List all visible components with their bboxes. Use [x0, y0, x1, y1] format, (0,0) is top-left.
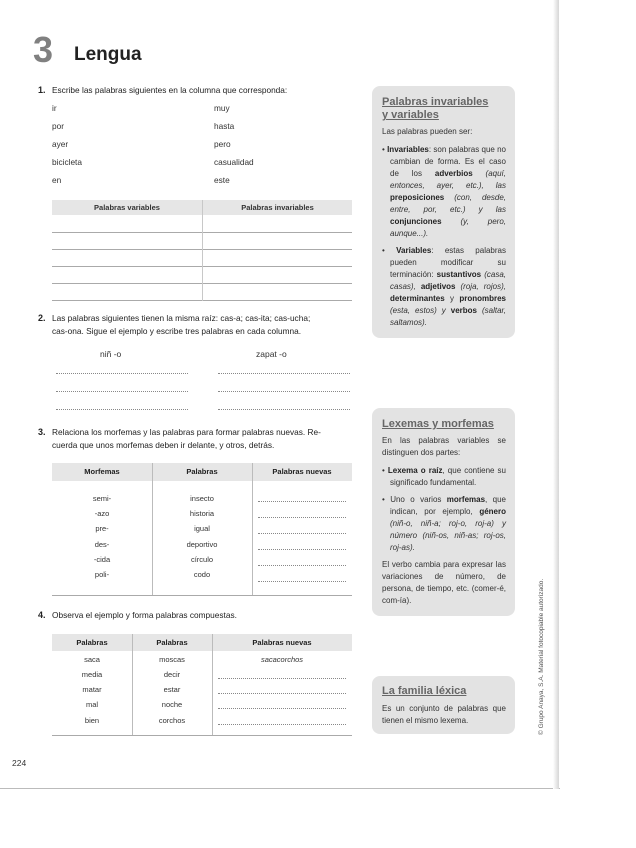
morpheme-item: pre-	[95, 524, 109, 533]
classification-table	[52, 200, 352, 301]
bullet-morfemas: • Uno o varios morfemas, que indican, por ejemplo, género (niñ-o, niñ-a; roj-o, roj-a) y número (niñ-os, niñ-as; roj-os, roj-as).	[382, 495, 506, 552]
answer-line[interactable]	[258, 581, 346, 582]
text: (niñ-o, niñ-a; roj-o, roj-a) y número (niñ-os, niñ-as; roj-os, roj-as).	[390, 519, 506, 552]
answer-cell[interactable]	[52, 215, 203, 232]
term: Lexema o raíz	[387, 466, 443, 475]
text: , que indican, por ejemplo,	[390, 495, 506, 516]
word-list-item: hasta	[214, 121, 235, 131]
term: género	[479, 507, 506, 516]
text: Uno o varios	[390, 495, 447, 504]
answer-cell[interactable]	[52, 249, 203, 266]
text: (aquí, entonces, ayer, etc.), las	[390, 169, 506, 190]
word-list-item: pero	[214, 139, 231, 149]
answer-line[interactable]	[56, 409, 188, 410]
answer-line[interactable]	[218, 409, 350, 410]
exercise-4-number: 4.	[38, 610, 46, 620]
table-row	[52, 232, 352, 249]
table-row	[52, 249, 352, 266]
word-item: deportivo	[186, 540, 218, 549]
page-edge-right	[553, 0, 559, 789]
word-item: historia	[189, 509, 215, 518]
answer-line[interactable]	[258, 517, 346, 518]
word-item: mal	[85, 700, 99, 709]
text: , que contiene su significado fundamental.	[390, 466, 506, 487]
sidebar-body	[382, 435, 506, 613]
morpheme-item: -azo	[94, 509, 110, 518]
word-item: corchos	[158, 716, 186, 725]
word-item: saca	[84, 655, 100, 664]
term: adjetivos	[420, 282, 456, 291]
answer-cell[interactable]	[203, 249, 353, 266]
term: morfemas	[446, 495, 486, 504]
term: Variables	[396, 246, 432, 255]
answer-cell[interactable]	[52, 266, 203, 283]
bullet-lexema: • Lexema o raíz, que contiene su significado fundamental.	[382, 466, 506, 487]
sidebar-body	[382, 126, 506, 334]
answer-cell[interactable]	[203, 283, 353, 300]
term: conjunciones	[390, 217, 442, 226]
word-item: matar	[82, 685, 102, 694]
word-list-item: ayer	[52, 139, 69, 149]
unit-title: Lengua	[74, 44, 142, 65]
table-header: Palabras invariables	[203, 200, 353, 215]
term: preposiciones	[390, 193, 445, 202]
answer-line[interactable]	[56, 373, 188, 374]
text: : son palabras que no cambian de forma. Es el caso de los	[390, 145, 506, 178]
text: (esta, estos) y	[390, 306, 451, 315]
column-label-nino: niñ -o	[100, 349, 122, 359]
table-header: Palabras	[156, 638, 188, 647]
morpheme-item: -cida	[93, 555, 111, 564]
table-row	[52, 283, 352, 300]
table-header: Palabras nuevas	[272, 467, 332, 476]
answer-line[interactable]	[218, 693, 346, 694]
word-item: codo	[193, 570, 211, 579]
term: adverbios	[434, 169, 473, 178]
exercise-2-number: 2.	[38, 313, 46, 323]
term: determinantes	[390, 294, 445, 303]
table-row	[52, 215, 352, 232]
example-answer: sacacorchos	[260, 655, 304, 664]
sidebar-intro: En las palabras variables se distinguen dos partes:	[382, 436, 506, 457]
text: (saltar, saltamos).	[390, 306, 506, 327]
term: verbos	[450, 306, 477, 315]
answer-line[interactable]	[56, 391, 188, 392]
term: Invariables	[387, 145, 429, 154]
exercise-4-instruction: Observa el ejemplo y forma palabras compuestas.	[52, 610, 237, 620]
word-item: noche	[161, 700, 183, 709]
answer-line[interactable]	[258, 549, 346, 550]
text: (roja, rojos),	[455, 282, 506, 291]
sidebar-verb-note: El verbo cambia para expresar las variaciones de número, de persona, de tiempo, etc. (comer-é, com-ía).	[382, 560, 506, 605]
table-header: Morfemas	[84, 467, 120, 476]
word-item: decir	[163, 670, 181, 679]
answer-cell[interactable]	[52, 232, 203, 249]
column-divider	[252, 463, 253, 595]
sidebar-box-words	[372, 86, 515, 338]
sidebar-title-line1: Palabras invariables	[382, 96, 489, 108]
morpheme-item: des-	[94, 540, 110, 549]
sidebar-title	[382, 96, 508, 122]
word-item: bien	[84, 716, 100, 725]
table-header: Palabras	[186, 467, 218, 476]
answer-line[interactable]	[258, 533, 346, 534]
answer-line[interactable]	[218, 724, 346, 725]
text: : estas palabras pueden modificar su terminación:	[390, 246, 506, 279]
unit-number: 3	[33, 29, 54, 70]
sidebar-title: Lexemas y morfemas	[382, 418, 494, 430]
exercise-2-instruction-line1: Las palabras siguientes tienen la misma raíz: cas-a; cas-ita; cas-ucha;	[52, 313, 311, 323]
table-header: Palabras variables	[52, 200, 203, 215]
exercise-1-number: 1.	[38, 85, 46, 95]
answer-line[interactable]	[258, 565, 346, 566]
answer-line[interactable]	[218, 708, 346, 709]
text: (y, pero, aunque...).	[390, 217, 506, 238]
sidebar-title: La familia léxica	[382, 685, 467, 697]
page-edge-bottom	[0, 788, 560, 789]
word-item: igual	[194, 524, 210, 533]
word-list-item: ir	[52, 103, 57, 113]
answer-line[interactable]	[258, 501, 346, 502]
page-number: 224	[12, 758, 27, 768]
answer-line[interactable]	[218, 391, 350, 392]
answer-cell[interactable]	[203, 266, 353, 283]
sidebar-body: Es un conjunto de palabras que tienen el mismo lexema.	[382, 704, 506, 725]
sidebar-title-line2: y variables	[382, 109, 439, 121]
morpheme-item: poli-	[94, 570, 110, 579]
text: y	[444, 294, 460, 303]
word-list-item: muy	[214, 103, 230, 113]
exercise-3-number: 3.	[38, 427, 46, 437]
text: (con, desde, entre, por, etc.) y las	[390, 193, 506, 214]
word-list-item: este	[214, 175, 230, 185]
word-list-item: casualidad	[214, 157, 254, 167]
word-list-item: en	[52, 175, 62, 185]
answer-line[interactable]	[218, 373, 350, 374]
word-item: moscas	[159, 655, 185, 664]
exercise-1-instruction: Escribe las palabras siguientes en la columna que corresponda:	[52, 85, 288, 95]
exercise-2-instruction-line2: cas-ona. Sigue el ejemplo y escribe tres palabras en cada columna.	[52, 326, 302, 336]
sidebar-box-morphemes	[372, 408, 515, 616]
table-header: Palabras nuevas	[252, 638, 312, 647]
morphemes-table	[52, 463, 352, 596]
answer-cell[interactable]	[52, 283, 203, 300]
column-label-zapato: zapat -o	[256, 349, 287, 359]
bullet-invariables: • Invariables: son palabras que no cambian de forma. Es el caso de los adverbios (aquí, entonces, ayer, etc.), las preposiciones (con, desde, entre, por, etc.) y las conjunciones (y, pero, aunque...).	[382, 145, 506, 238]
term: sustantivos	[436, 270, 482, 279]
word-list-item: por	[52, 121, 64, 131]
exercise-3-instruction-line1: Relaciona los morfemas y las palabras para formar palabras nuevas. Re-	[52, 427, 321, 437]
word-list-item: bicicleta	[52, 157, 82, 167]
text: (casa, casas),	[390, 270, 506, 291]
answer-line[interactable]	[218, 678, 346, 679]
sidebar-intro: Las palabras pueden ser:	[382, 127, 473, 136]
word-item: insecto	[190, 494, 214, 503]
compound-words-table	[52, 634, 352, 736]
bullet-variables: • Variables: estas palabras pueden modificar su terminación: sustantivos (casa, casas), adjetivos (roja, rojos), determinantes y pronombres (esta, estos) y verbos (saltar, saltamos).	[382, 246, 506, 327]
column-divider	[212, 634, 213, 735]
word-item: círculo	[190, 555, 214, 564]
sidebar-box-family	[372, 676, 515, 734]
morpheme-item: semi-	[92, 494, 112, 503]
word-item: estar	[163, 685, 181, 694]
copyright-note: © Grupo Anaya, S.A. Material fotocopiable autorizado.	[538, 578, 545, 735]
answer-cell[interactable]	[203, 215, 353, 232]
table-row	[52, 266, 352, 283]
exercise-3-instruction-line2: cuerda que unos morfemas deben ir delante, y otros, detrás.	[52, 440, 275, 450]
term: pronombres	[459, 294, 506, 303]
table-header: Palabras	[76, 638, 108, 647]
word-item: media	[81, 670, 103, 679]
answer-cell[interactable]	[203, 232, 353, 249]
